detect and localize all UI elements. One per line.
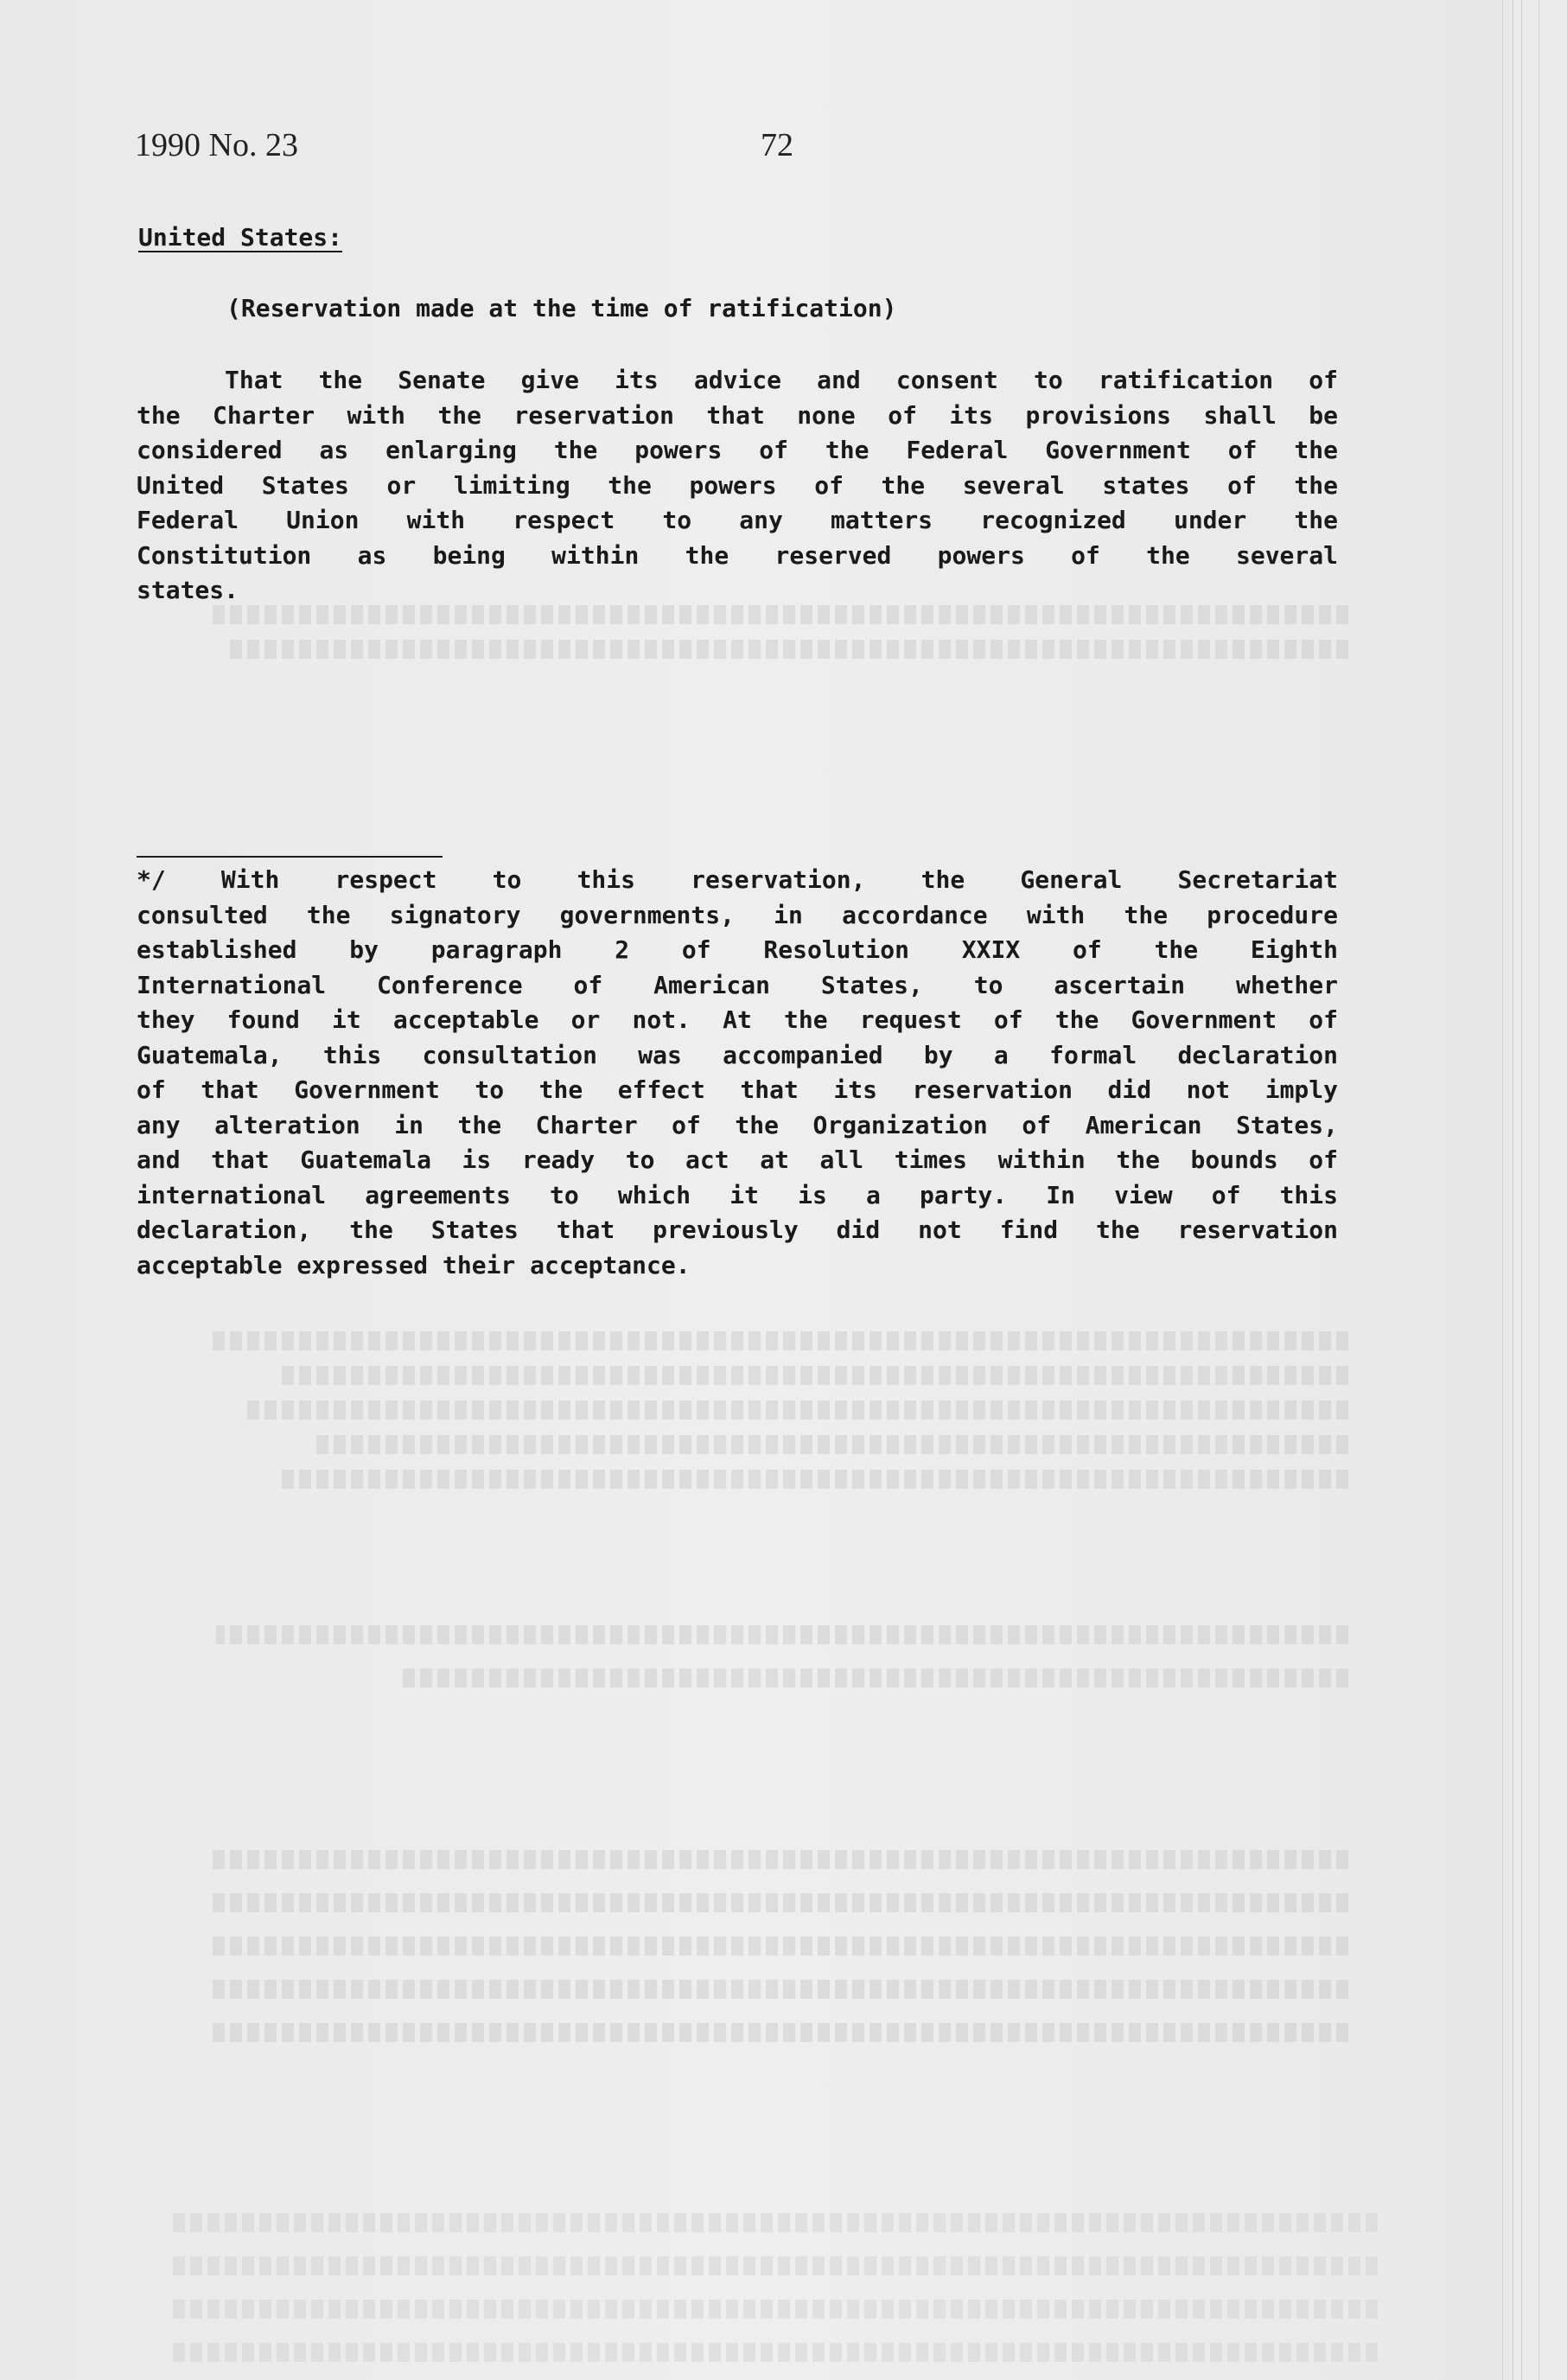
- footnote-line: */ With respect to this reservation, the General Secretariat: [137, 865, 1338, 894]
- page-edge: [1538, 0, 1539, 2380]
- paragraph-line: Federal Union with respect to any matters recognized under the: [137, 506, 1338, 534]
- paragraph-line: considered as enlarging the powers of the Federal Government of the: [137, 436, 1338, 464]
- paragraph-line: states.: [137, 576, 239, 604]
- paragraph-line: That the Senate give its advice and consent to ratification of: [225, 366, 1338, 394]
- document-number: 1990 No. 23: [135, 127, 298, 163]
- footnote-line: International Conference of American States, to ascertain whether: [137, 970, 1338, 999]
- page-edge: [1521, 0, 1522, 2380]
- footnote-line: Guatemala, this consultation was accompanied by a formal declaration: [137, 1040, 1338, 1069]
- page-edge: [1502, 0, 1503, 2380]
- footnote-line: international agreements to which it is a party. In view of this: [137, 1180, 1338, 1209]
- footnote-line: and that Guatemala is ready to act at all times within the bounds of: [137, 1145, 1338, 1174]
- footnote-line: they found it acceptable or not. At the request of the Government of: [137, 1005, 1338, 1034]
- paragraph-line: United States or limiting the powers of the several states of the: [137, 470, 1338, 500]
- page-number: 72: [761, 127, 793, 163]
- section-subheading: (Reservation made at the time of ratification): [226, 294, 897, 322]
- paragraph-line: the Charter with the reservation that none of its provisions shall be: [137, 400, 1338, 430]
- footnote-line: declaration, the States that previously did not find the reservation: [137, 1216, 1338, 1244]
- section-heading: United States:: [138, 223, 343, 252]
- paragraph-line: Constitution as being within the reserved powers of the several: [137, 540, 1338, 570]
- footnote-rule: [137, 856, 443, 858]
- footnote-line: acceptable expressed their acceptance.: [137, 1250, 691, 1279]
- footnote-line: of that Government to the effect that its reservation did not imply: [137, 1075, 1338, 1104]
- footnote-line: any alteration in the Charter of the Organization of American States,: [137, 1110, 1338, 1139]
- footnote-line: consulted the signatory governments, in accordance with the procedure: [137, 900, 1338, 929]
- footnote-line: established by paragraph 2 of Resolution XXIX of the Eighth: [137, 935, 1338, 964]
- reservation-paragraph: [137, 363, 1338, 609]
- footnote: [137, 863, 1338, 1283]
